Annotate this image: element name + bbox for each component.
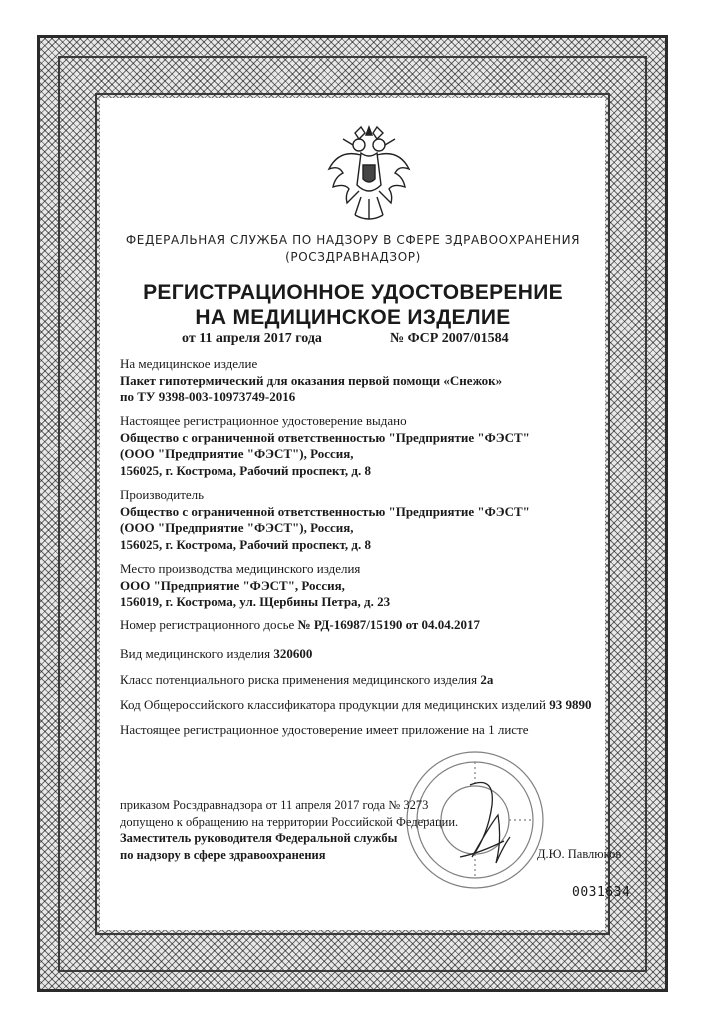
manufacturer-line-1: Общество с ограниченной ответственностью "Предприятие "ФЭСТ" bbox=[120, 503, 530, 519]
issue-date: от 11 апреля 2017 года bbox=[182, 331, 322, 346]
signatory-position-2: по надзору в сфере здравоохранения bbox=[120, 847, 326, 862]
signatory-name: Д.Ю. Павлюков bbox=[537, 847, 622, 861]
device-section bbox=[120, 356, 502, 406]
risk-class-label: Класс потенциального риска применения медицинского изделия bbox=[120, 672, 478, 687]
issued-to-line-1: Общество с ограниченной ответственностью "Предприятие "ФЭСТ" bbox=[120, 429, 530, 445]
dossier-line bbox=[120, 617, 480, 634]
okp-code-label: Код Общероссийского классификатора продукции для медицинских изделий bbox=[120, 697, 546, 712]
issued-to-line-3: 156025, г. Кострома, Рабочий проспект, д. 8 bbox=[120, 462, 371, 478]
device-type-label: Вид медицинского изделия bbox=[120, 646, 271, 661]
issued-to-line-2: (ООО "Предприятие "ФЭСТ"), Россия, bbox=[120, 446, 354, 461]
coat-of-arms-icon bbox=[325, 125, 413, 225]
manufacturer-line-3: 156025, г. Кострома, Рабочий проспект, д. 8 bbox=[120, 536, 371, 552]
device-spec: по ТУ 9398-003-10973749-2016 bbox=[120, 389, 296, 404]
production-site-section bbox=[120, 561, 390, 611]
manufacturer-section bbox=[120, 487, 530, 553]
order-section bbox=[120, 797, 458, 863]
serial-number: 0031634 bbox=[572, 885, 631, 900]
production-site-line-1: ООО "Предприятие "ФЭСТ", Россия, bbox=[120, 577, 345, 593]
manufacturer-label: Производитель bbox=[120, 487, 205, 502]
okp-code-line bbox=[120, 697, 591, 714]
order-line-1: приказом Росздравнадзора от 11 апреля 2017 года № 3273 bbox=[120, 798, 429, 812]
dossier-value: № РД-16987/15190 от 04.04.2017 bbox=[297, 617, 481, 632]
manufacturer-line-2: (ООО "Предприятие "ФЭСТ"), Россия, bbox=[120, 520, 354, 535]
device-type-value: 320600 bbox=[273, 646, 313, 661]
risk-class-line bbox=[120, 672, 493, 689]
agency-name: ФЕДЕРАЛЬНАЯ СЛУЖБА ПО НАДЗОРУ В СФЕРЕ ЗДРАВООХРАНЕНИЯ bbox=[125, 233, 581, 247]
certificate-number: № ФСР 2007/01584 bbox=[390, 331, 509, 346]
device-type-line bbox=[120, 646, 312, 663]
title-line-1: РЕГИСТРАЦИОННОЕ УДОСТОВЕРЕНИЕ bbox=[143, 281, 563, 304]
risk-class-value: 2а bbox=[480, 672, 494, 687]
order-line-2: допущено к обращению на территории Российской Федерации. bbox=[120, 814, 459, 829]
agency-abbreviation: (РОСЗДРАВНАДЗОР) bbox=[285, 250, 421, 264]
device-name: Пакет гипотермический для оказания первой помощи «Снежок» bbox=[120, 372, 503, 388]
production-site-line-2: 156019, г. Кострома, ул. Щербины Петра, д. 23 bbox=[120, 594, 391, 609]
appendix-note: Настоящее регистрационное удостоверение имеет приложение на 1 листе bbox=[120, 722, 529, 737]
production-site-label: Место производства медицинского изделия bbox=[120, 561, 361, 576]
device-label: На медицинское изделие bbox=[120, 356, 258, 371]
agency-header bbox=[100, 232, 606, 266]
title-line-2: НА МЕДИЦИНСКОЕ ИЗДЕЛИЕ bbox=[195, 306, 511, 329]
dossier-label: Номер регистрационного досье bbox=[120, 617, 295, 632]
issued-to-label: Настоящее регистрационное удостоверение выдано bbox=[120, 413, 407, 428]
issued-to-section bbox=[120, 413, 530, 479]
document-title bbox=[100, 280, 606, 330]
okp-code-value: 93 9890 bbox=[549, 697, 592, 712]
signatory-position-1: Заместитель руководителя Федеральной службы bbox=[120, 831, 398, 845]
